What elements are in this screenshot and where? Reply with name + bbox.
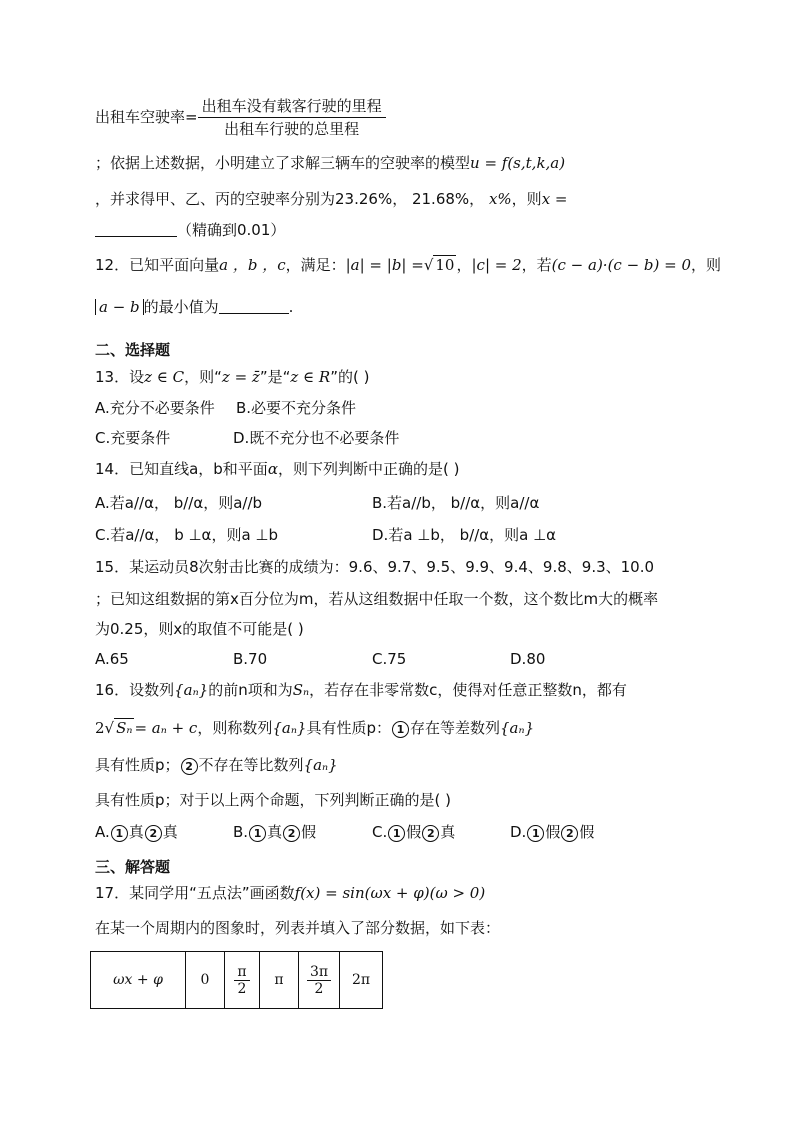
q15-option-b[interactable]: B.70: [233, 650, 268, 668]
frac-pi-2: [234, 964, 249, 997]
q16-option-d[interactable]: [510, 821, 594, 842]
q17-line2: 在某一个周期内的图象时，列表并填入了部分数据，如下表：: [95, 919, 501, 937]
q13-text1: 设: [129, 368, 145, 386]
table-cell: 2π: [340, 952, 383, 1009]
q15-line1: [95, 557, 654, 577]
q16-eq-rest: = aₙ + c: [134, 719, 198, 737]
circled-1-icon: 1: [527, 825, 544, 842]
q13-text4: ”的( ): [330, 368, 370, 386]
q14-option-c[interactable]: C.若a//α， b ⊥α，则a ⊥b: [95, 526, 278, 544]
q16-seq: {aₙ}: [174, 681, 209, 699]
q16-seq-4: {aₙ}: [303, 756, 338, 774]
q17-func: f(x) = sin(ωx + φ)(ω > 0): [294, 884, 486, 902]
q12-cond1: |a| = |b| =: [345, 256, 424, 274]
q17-number: 17．: [95, 884, 130, 902]
table-cell: [299, 952, 340, 1009]
opt-prefix: C.: [372, 823, 388, 841]
q15-option-c[interactable]: C.75: [372, 650, 407, 668]
frac-num: π: [234, 964, 249, 981]
opt-val: 真: [440, 823, 456, 841]
q16-option-b[interactable]: [233, 821, 316, 842]
q15-option-a[interactable]: A.65: [95, 650, 129, 668]
q16-option-c[interactable]: [372, 821, 455, 842]
q11-hint: （精确到0.01）: [177, 221, 286, 239]
q14-option-d[interactable]: D.若a ⊥b， b//α，则a ⊥α: [372, 526, 557, 544]
q14-option-b[interactable]: B.若a//b， b//α，则a//α: [372, 494, 540, 512]
q11-x: x =: [541, 190, 568, 208]
answer-blank[interactable]: [95, 222, 177, 237]
q15-option-d[interactable]: D.80: [510, 650, 546, 668]
q16-line2: [95, 718, 534, 738]
q13-option-c[interactable]: C.充要条件: [95, 429, 171, 447]
q16-text1c: ，若存在非零常数c，使得对任意正整数n，都有: [309, 681, 627, 699]
q16-text2b: 具有性质p：: [306, 719, 391, 737]
q11-model: u = f(s,t,k,a): [470, 154, 566, 172]
q16-eq-coef: 2: [95, 719, 105, 737]
q16-text1: 设数列: [129, 681, 175, 699]
formula-numerator: 出租车没有载客行驶的里程: [198, 96, 386, 118]
q15-line2: ；已知这组数据的第x百分位为m，若从这组数据中任取一个数，这个数比m大的概率: [95, 590, 659, 608]
frac-den: 2: [237, 980, 247, 997]
q11-formula: [95, 96, 386, 139]
q13-option-b[interactable]: B.必要不充分条件: [236, 399, 357, 417]
q11-line2: [95, 153, 565, 173]
opt-val: 假: [545, 823, 561, 841]
q12-expr: a − b: [95, 299, 144, 315]
formula-fraction: [198, 96, 386, 139]
q14-number: 14．: [95, 460, 130, 478]
q11-line2-text: ；依据上述数据，小明建立了求解三辆车的空驶率的模型: [95, 154, 471, 172]
q13-number: 13．: [95, 368, 130, 386]
q12-text4: ，则: [691, 256, 722, 274]
q11-line3: [95, 189, 567, 209]
opt-val: 假: [579, 823, 595, 841]
q14-text2: ，则下列判断中正确的是( ): [277, 460, 460, 478]
q16-text3b: 不存在等比数列: [198, 756, 304, 774]
q13-stmt2: z ∈ R: [290, 368, 331, 386]
q16-text2c: 存在等差数列: [410, 719, 501, 737]
five-point-table: [90, 951, 383, 1009]
circled-1-icon: 1: [388, 825, 405, 842]
q14-stem: [95, 459, 459, 479]
q12-end: .: [288, 298, 294, 316]
q16-line3: [95, 755, 338, 775]
q17-text1: 某同学用“五点法”画函数: [129, 884, 295, 902]
q14-alpha: α: [267, 460, 278, 478]
opt-val: 假: [301, 823, 317, 841]
q12-text3: ，若: [521, 256, 552, 274]
q17-line1: [95, 883, 485, 903]
circled-1-icon: 1: [249, 825, 266, 842]
q16-text2: ，则称数列: [197, 719, 273, 737]
opt-prefix: B.: [233, 823, 249, 841]
q12-line1: 12．已知平面向量a ，b ，c，满足：|a| = |b| =√ 10 ，|c| = 2，若(c − a)·(c − b) = 0，则: [95, 256, 722, 274]
q16-text3: 具有性质p；: [95, 756, 180, 774]
q12-number: 12．: [95, 256, 130, 274]
q12-text1: 已知平面向量: [129, 256, 220, 274]
q12-cond3: (c − a)·(c − b) = 0: [551, 256, 692, 274]
q12-sqrt10: 10: [435, 256, 455, 274]
opt-val: 真: [162, 823, 178, 841]
sqrt-sign: √: [423, 256, 434, 274]
q13-option-a[interactable]: A.充分不必要条件: [95, 399, 215, 417]
frac-3pi-2: [307, 964, 331, 997]
q13-cond: z ∈ C: [144, 368, 185, 386]
q16-seq-2: {aₙ}: [272, 719, 307, 737]
circled-2-icon: 2: [561, 825, 578, 842]
sqrt-sign: √: [104, 719, 115, 737]
q15-line3: 为0.25，则x的取值不可能是( ): [95, 620, 304, 638]
q12-vectors: a ，b ，c: [219, 256, 286, 274]
q12-text5: 的最小值为: [143, 298, 219, 316]
table-header-cell: ωx + φ: [91, 952, 186, 1009]
q16-seq-3: {aₙ}: [500, 719, 535, 737]
q14-option-a[interactable]: A.若a//α， b//α，则a//b: [95, 494, 263, 512]
q13-stmt1: z = z̄: [221, 368, 260, 386]
circled-2-icon: 2: [283, 825, 300, 842]
circled-2-icon: 2: [181, 758, 198, 775]
circled-2-icon: 2: [422, 825, 439, 842]
table-row: [91, 952, 383, 1009]
circled-2-icon: 2: [145, 825, 162, 842]
q16-text1b: 的前n项和为: [208, 681, 293, 699]
table-cell: [225, 952, 260, 1009]
table-cell: 0: [186, 952, 225, 1009]
table-cell: π: [260, 952, 299, 1009]
q11-line3-prefix: ，并求得甲、乙、丙的空驶率分别为23.26%， 21.68%，: [95, 190, 485, 208]
opt-prefix: D.: [510, 823, 527, 841]
circled-1-icon: 1: [111, 825, 128, 842]
q12-cond2: |c| = 2: [471, 256, 522, 274]
q13-stem: [95, 367, 369, 387]
q15-text1: 某运动员8次射击比赛的成绩为：9.6、9.7、9.5、9.9、9.4、9.8、9.3、10.0: [129, 558, 655, 576]
opt-val: 真: [267, 823, 283, 841]
section-2-title: 二、选择题: [95, 341, 171, 359]
q16-number: 16．: [95, 681, 130, 699]
q16-eq-sqrt: Sₙ: [116, 719, 133, 737]
q11-var: x%: [488, 190, 512, 208]
q16-line1: [95, 680, 627, 700]
q16-sn: Sₙ: [292, 681, 310, 699]
q13-text2: ，则“: [184, 368, 222, 386]
q13-option-d[interactable]: D.既不充分也不必要条件: [233, 429, 400, 447]
q14-text: 已知直线a，b和平面: [129, 460, 268, 478]
q12-text2: ，满足：: [285, 256, 346, 274]
opt-prefix: A.: [95, 823, 110, 841]
q15-number: 15．: [95, 558, 130, 576]
formula-label: 出租车空驶率: [95, 108, 186, 126]
q16-option-a[interactable]: [95, 821, 178, 842]
formula-denominator: 出租车行驶的总里程: [224, 120, 360, 138]
answer-blank[interactable]: [219, 299, 289, 314]
opt-val: 真: [128, 823, 144, 841]
q16-line4: 具有性质p；对于以上两个命题，下列判断正确的是( ): [95, 791, 451, 809]
opt-val: 假: [406, 823, 422, 841]
section-3-title: 三、解答题: [95, 858, 171, 876]
q11-then: ，则: [511, 190, 542, 208]
circled-1-icon: 1: [392, 721, 409, 738]
q11-line4: [95, 220, 285, 240]
q12-line2: [95, 297, 293, 317]
q13-text3: ”是“: [259, 368, 291, 386]
formula-eq: =: [185, 108, 198, 126]
frac-num: 3π: [307, 964, 331, 981]
frac-den: 2: [314, 980, 324, 997]
